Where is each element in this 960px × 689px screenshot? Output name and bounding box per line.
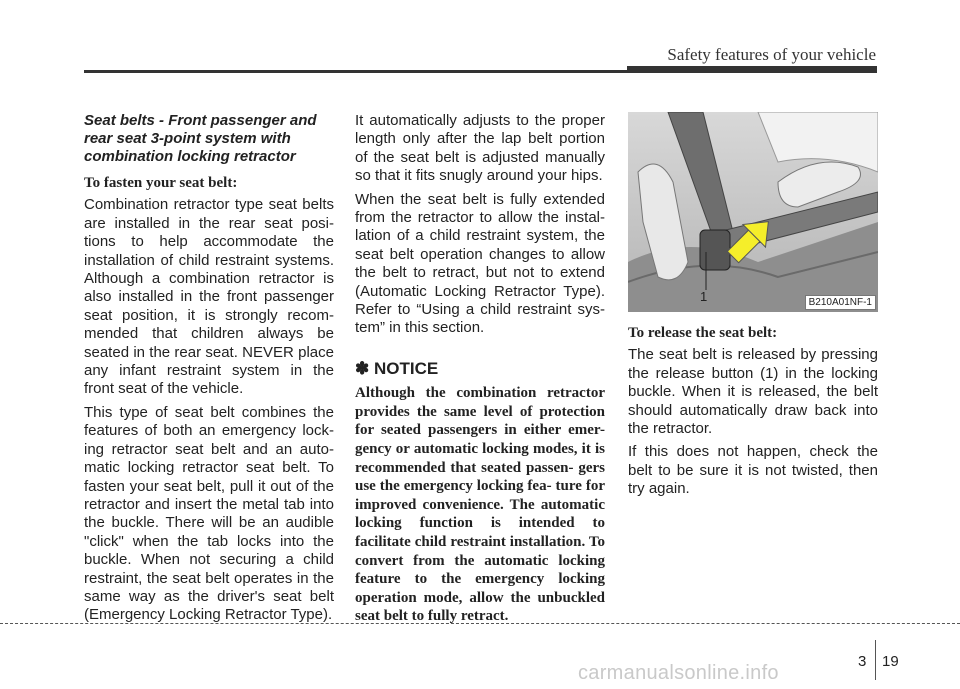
- release-heading: To release the seat belt:: [628, 325, 778, 341]
- watermark: carmanualsonline.info: [578, 662, 779, 684]
- column-left: [84, 112, 334, 630]
- footer-rule: [0, 623, 960, 624]
- paragraph: It automatically adjusts to the proper length only after the lap belt portion of the seat belt is adjusted manually so that it fits snugly around your hips.: [355, 112, 605, 185]
- section-number: 3: [858, 653, 867, 670]
- paragraph: Combination retractor type seat belts are installed in the rear seat posi- tions to help accommodate the installation of child restraint systems. Although a combination retractor is also installed in the front passenger seat position, it is strongly recom- mended that children always be seated in the rear seat. NEVER place any infant restraint system in the front seat of the vehicle.: [84, 196, 334, 398]
- column-right: [628, 112, 878, 504]
- notice-body: Although the combination retractor provides the same level of protection for seated passengers in either emer- gency or automatic locking modes, it is recommended that seated passen- gers use the emergency locking fea- ture for improved convenience. The automatic locking function is intended to facilitate child restraint installation. To convert from the automatic locking feature to the emergency locking operation mode, allow the unbuckled seat belt to fully retract.: [355, 385, 605, 625]
- paragraph: This type of seat belt combines the features of both an emergency lock- ing retractor seat belt and an auto- matic locking retractor seat belt. To fasten your seat belt, pull it out of the retractor and insert the metal tab into the buckle. There will be an audible "click" when the tab locks into the buckle. When not securing a child restraint, the seat belt operates in the same way as the driver's seat belt (Emergency Locking Retractor Type).: [84, 403, 334, 624]
- fasten-heading: To fasten your seat belt:: [84, 175, 238, 191]
- header-rule-accent: [627, 66, 877, 73]
- paragraph: The seat belt is released by pressing the release button (1) in the locking buckle. When it is released, the belt should automatically draw back into the retractor.: [628, 346, 878, 438]
- notice-title: NOTICE: [373, 358, 439, 378]
- notice-star-icon: ✽: [355, 358, 370, 378]
- seat-belt-release-illustration: [628, 112, 878, 312]
- notice-heading: [355, 360, 605, 378]
- figure-code: B210A01NF-1: [805, 295, 876, 310]
- paragraph: When the seat belt is fully extended from the retractor to allow the instal- lation of a child restraint system, the seat belt operation changes to allow the belt to retract, but not to extend (Automatic Locking Retractor Type). Refer to “Using a child restraint sys- tem” in this section.: [355, 190, 605, 337]
- header-title: Safety features of your vehicle: [667, 45, 876, 64]
- seat-belt-buckle-icon: [628, 112, 878, 312]
- paragraph: If this does not happen, check the belt to be sure it is not twisted, then try again.: [628, 443, 878, 498]
- footer-separator: [875, 640, 876, 680]
- figure-callout-number: 1: [700, 288, 708, 304]
- page-number: 19: [882, 653, 899, 670]
- section-title: Seat belts - Front passenger and rear seat 3-point system with combination locking retractor: [84, 112, 317, 165]
- column-middle: [355, 112, 605, 631]
